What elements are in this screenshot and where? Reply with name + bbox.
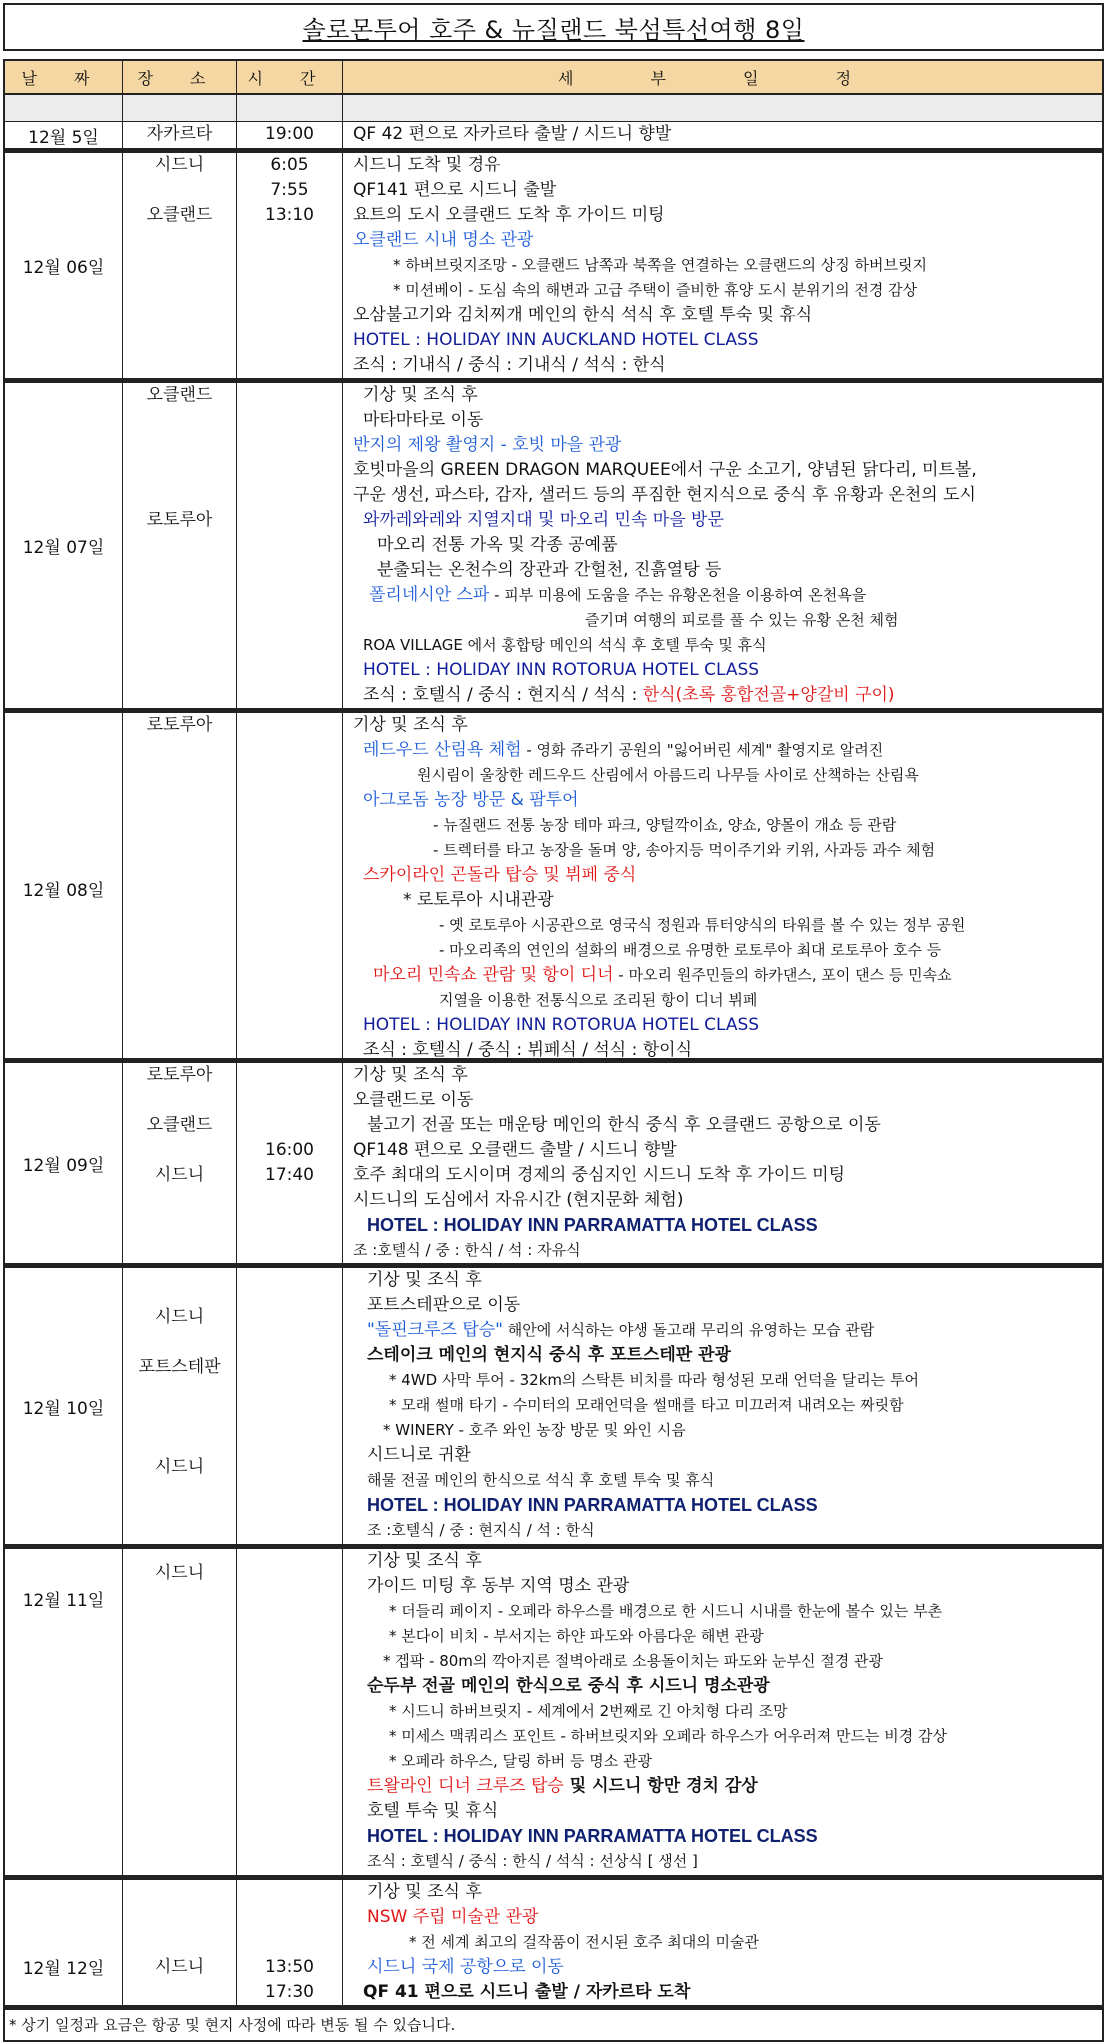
detail-bullet: * 미세스 맥쿼리스 포인트 - 하버브릿지와 오페라 하우스가 어우러져 만드는 비경 감상	[389, 1727, 948, 1745]
day-locations	[123, 153, 237, 378]
day-row-dec8	[3, 710, 1104, 1060]
day-row-dec12	[3, 1877, 1104, 2007]
detail-highlight: 폴리네시안 스파	[369, 585, 490, 605]
detail-line: ROA VILLAGE 에서 홍합탕 메인의 석식 후 호텔 투숙 및 휴식	[363, 636, 767, 654]
day-locations	[123, 122, 237, 148]
day-date: 12월 10일	[5, 1268, 123, 1544]
detail-line: 시드니 도착 및 경유	[353, 155, 501, 175]
detail-line: - 피부 미용에 도움을 주는 유황온천을 이용하여 온천욕을	[489, 586, 867, 604]
detail-line: 기상 및 조식 후	[353, 715, 468, 735]
location: 로토루아	[146, 1065, 213, 1085]
location: 시드니	[154, 1307, 205, 1327]
time: 19:00	[265, 124, 314, 144]
detail-highlight: 반지의 제왕 촬영지 - 호빗 마을 관광	[353, 435, 622, 455]
detail-line: 구운 생선, 파스타, 감자, 샐러드 등의 푸짐한 현지식으로 중식 후 유황과 온천의 도시	[353, 485, 976, 505]
day-details	[343, 1880, 1102, 2005]
day-details	[343, 1063, 1102, 1263]
detail-line: 시드니의 도심에서 자유시간 (현지문화 체험)	[353, 1190, 684, 1210]
detail-line: QF 42 편으로 자카르타 출발 / 시드니 향발	[353, 124, 672, 144]
hotel-line: HOTEL : HOLIDAY INN AUCKLAND HOTEL CLASS	[353, 330, 759, 350]
day-details	[343, 383, 1102, 708]
time: 13:10	[265, 205, 314, 225]
time: 13:50	[265, 1957, 314, 1977]
detail-line: 마타마타로 이동	[363, 410, 484, 430]
day-row-dec5	[3, 121, 1104, 150]
detail-line: 가이드 미팅 후 동부 지역 명소 관광	[367, 1576, 630, 1596]
detail-highlight: NSW 주립 미술관 관광	[367, 1907, 539, 1927]
detail-line: 기상 및 조식 후	[367, 1882, 482, 1902]
detail-line: QF141 편으로 시드니 출발	[353, 180, 557, 200]
day-locations	[123, 1880, 237, 2005]
location	[123, 178, 236, 203]
hotel-line: HOTEL : HOLIDAY INN PARRAMATTA HOTEL CLASS	[367, 1215, 818, 1235]
day-details	[343, 122, 1102, 148]
header-time: 시 간	[237, 61, 343, 93]
detail-bullet: - 트렉터를 타고 농장을 돌며 양, 송아지등 먹이주기와 키위, 사과등 과수 체험	[433, 841, 936, 859]
day-date: 12월 07일	[5, 383, 123, 708]
meal-line: 조식 : 호텔식 / 중식 : 한식 / 석식 : 선상식 [ 생선 ]	[367, 1852, 698, 1870]
location: 오클랜드	[146, 385, 213, 405]
location: 시드니	[154, 155, 205, 175]
detail-line: 즐기며 여행의 피로를 풀 수 있는 유황 온천 체험	[585, 611, 899, 629]
table-header	[3, 59, 1104, 95]
detail-line: 마오리 전통 가옥 및 각종 공예품	[377, 535, 618, 555]
day-times	[237, 1268, 343, 1544]
hotel-line: HOTEL : HOLIDAY INN ROTORUA HOTEL CLASS	[363, 660, 760, 680]
detail-line: 해안에 서식하는 야생 돌고래 무리의 유영하는 모습 관람	[503, 1321, 875, 1339]
detail-bullet: * 하버브릿지조망 - 오클랜드 남쪽과 북쪽을 연결하는 오클랜드의 상징 하버브릿지	[393, 256, 927, 274]
detail-highlight: 아그로돔 농장 방문 & 팜투어	[363, 790, 579, 810]
hotel-line: HOTEL : HOLIDAY INN PARRAMATTA HOTEL CLASS	[367, 1495, 818, 1515]
meal-line: 조식 : 기내식 / 중식 : 기내식 / 석식 : 한식	[353, 355, 666, 375]
detail-bullet: * 시드니 하버브릿지 - 세계에서 2번째로 긴 아치형 다리 조망	[389, 1702, 788, 1720]
detail-highlight: 트왈라인 디너 크루즈 탑승	[367, 1776, 564, 1796]
day-details	[343, 153, 1102, 378]
detail-line: 호빗마을의 GREEN DRAGON MARQUEE에서 구운 소고기, 양념된 닭다리, 미트볼,	[353, 460, 977, 480]
detail-line: 시드니로 귀환	[367, 1445, 471, 1465]
day-row-dec7	[3, 380, 1104, 710]
location: 자카르타	[146, 124, 213, 144]
day-date	[5, 1880, 123, 2005]
detail-line: 해물 전골 메인의 한식으로 석식 후 호텔 투숙 및 휴식	[367, 1471, 715, 1489]
day-locations	[123, 713, 237, 1063]
detail-highlight: 마오리 민속쇼 관람 및 항이 디너	[373, 965, 614, 985]
detail-bullet: * 4WD 사막 투어 - 32km의 스탁튼 비치를 따라 형성된 모래 언덕을 달리는 투어	[389, 1371, 919, 1389]
detail-bullet: - 옛 로토루아 시공관으로 영국식 정원과 튜터양식의 타워를 볼 수 있는 정부 공원	[439, 916, 966, 934]
day-times	[237, 1063, 343, 1263]
footer-note: * 상기 일정과 요금은 항공 및 현지 사정에 따라 변동 될 수 있습니다.	[3, 2007, 1104, 2042]
meal-line: 조식 : 호텔식 / 중식 : 뷔페식 / 석식 : 항이식	[363, 1040, 693, 1060]
detail-line: 원시림이 울창한 레드우드 산림에서 아름드리 나무들 사이로 산책하는 산림욕	[417, 766, 919, 784]
detail-bullet: * WINERY - 호주 와인 농장 방문 및 와인 시음	[383, 1421, 686, 1439]
header-spacer-row	[3, 95, 1104, 121]
detail-highlight: 레드우드 산림욕 체험	[363, 740, 522, 760]
location: 시드니	[154, 1165, 205, 1185]
detail-line: 기상 및 조식 후	[367, 1551, 482, 1571]
meal-line: 조식 : 호텔식 / 중식 : 현지식 / 석식 :	[363, 685, 643, 705]
detail-line: 기상 및 조식 후	[367, 1270, 482, 1290]
detail-bullet: * 겝팍 - 80m의 깍아지른 절벽아래로 소용돌이치는 파도와 눈부신 절경 관광	[383, 1652, 884, 1670]
detail-bullet: * 본다이 비치 - 부서지는 하얀 파도와 아름다운 해변 관광	[389, 1627, 764, 1645]
detail-line: 오삼불고기와 김치찌개 메인의 한식 석식 후 호텔 투숙 및 휴식	[353, 305, 813, 325]
header-date: 날 짜	[5, 61, 123, 93]
day-date	[5, 1549, 123, 1875]
day-row-dec6	[3, 150, 1104, 380]
day-row-dec11	[3, 1546, 1104, 1877]
detail-line: - 마오리 원주민들의 하카댄스, 포이 댄스 등 민속쇼	[613, 966, 952, 984]
detail-line: 불고기 전골 또는 매운탕 메인의 한식 중식 후 오클랜드 공항으로 이동	[367, 1115, 881, 1135]
detail-line: QF148 편으로 오클랜드 출발 / 시드니 향발	[353, 1140, 677, 1160]
detail-line: 기상 및 조식 후	[353, 1065, 468, 1085]
detail-line: 호주 최대의 도시이며 경제의 중심지인 시드니 도착 후 가이드 미팅	[353, 1165, 846, 1185]
day-locations	[123, 1549, 237, 1875]
detail-line: 오클랜드로 이동	[353, 1090, 474, 1110]
location: 로토루아	[146, 510, 213, 530]
detail-highlight: 시드니 국제 공항으로 이동	[367, 1957, 564, 1977]
detail-line: 지열을 이용한 전통식으로 조리된 항이 디너 뷔페	[439, 991, 758, 1009]
detail-line: 호텔 투숙 및 휴식	[367, 1801, 499, 1821]
location: 시드니	[154, 1957, 205, 1977]
day-locations	[123, 383, 237, 708]
day-date-text: 12월 12일	[22, 1959, 105, 1979]
day-times	[237, 713, 343, 1063]
detail-line: 포트스테판으로 이동	[367, 1295, 521, 1315]
time: 6:05	[270, 155, 309, 175]
meal-line: 조 :호텔식 / 중 : 한식 / 석 : 자유식	[353, 1241, 581, 1259]
detail-bullet: * 오페라 하우스, 달링 하버 등 명소 관광	[389, 1752, 652, 1770]
detail-line: 순두부 전골 메인의 한식으로 중식 후 시드니 명소관광	[367, 1676, 770, 1696]
day-times	[237, 383, 343, 708]
day-times	[237, 1880, 343, 2005]
detail-highlight: "돌핀크루즈 탑승"	[367, 1320, 503, 1340]
detail-highlight: 스카이라인 곤돌라 탑승 및 뷔페 중식	[363, 865, 637, 885]
day-times	[237, 153, 343, 378]
location: 시드니	[154, 1457, 205, 1477]
detail-line: - 영화 쥬라기 공원의 "잃어버린 세계" 촬영지로 알려진	[521, 741, 884, 759]
detail-bullet: * 더들리 페이지 - 오페라 하우스를 배경으로 한 시드니 시내를 한눈에 볼수 있는 부촌	[389, 1602, 943, 1620]
header-details: 세 부 일 정	[557, 68, 888, 88]
day-date: 12월 5일	[5, 122, 123, 148]
day-date-text: 12월 11일	[22, 1591, 105, 1611]
detail-line: 기상 및 조식 후	[363, 385, 478, 405]
location: 오클랜드	[146, 1115, 213, 1135]
detail-line: 분출되는 온천수의 장관과 간헐천, 진흙열탕 등	[377, 560, 722, 580]
day-locations	[123, 1268, 237, 1544]
detail-bullet: * 전 세계 최고의 걸작품이 전시된 호주 최대의 미술관	[409, 1933, 759, 1951]
header-place: 장 소	[123, 61, 237, 93]
detail-line: 및 시드니 항만 경치 감상	[563, 1776, 758, 1796]
detail-bullet: - 뉴질랜드 전통 농장 테마 파크, 양털깍이쇼, 양쇼, 양몰이 개쇼 등 관람	[433, 816, 897, 834]
hotel-line: HOTEL : HOLIDAY INN ROTORUA HOTEL CLASS	[363, 1015, 760, 1035]
day-times	[237, 1549, 343, 1875]
day-details	[343, 1268, 1102, 1544]
meal-line: 조 :호텔식 / 중 : 현지식 / 석 : 한식	[367, 1521, 595, 1539]
time: 17:30	[265, 1982, 314, 2002]
itinerary-page	[3, 3, 1104, 2042]
day-details	[343, 1549, 1102, 1875]
day-locations	[123, 1063, 237, 1263]
hotel-line: HOTEL : HOLIDAY INN PARRAMATTA HOTEL CLASS	[367, 1826, 818, 1846]
location: 로토루아	[146, 715, 213, 735]
day-row-dec10	[3, 1265, 1104, 1546]
page-title: 솔로몬투어 호주 & 뉴질랜드 북섬특선여행 8일	[302, 15, 805, 44]
day-row-dec9	[3, 1060, 1104, 1265]
day-date: 12월 08일	[5, 713, 123, 1063]
detail-line: * 로토루아 시내관광	[403, 890, 554, 910]
detail-bullet: * 미션베이 - 도심 속의 해변과 고급 주택이 즐비한 휴양 도시 분위기의 전경 감상	[393, 281, 918, 299]
detail-highlight: 와까레와레와 지열지대 및 마오리 민속 마을 방문	[363, 510, 724, 530]
day-date: 12월 06일	[5, 153, 123, 378]
location: 포트스테판	[138, 1357, 221, 1377]
day-details	[343, 713, 1102, 1063]
meal-highlight: 한식(초록 홍합전골+양갈비 구이)	[642, 685, 895, 705]
detail-line: 요트의 도시 오클랜드 도착 후 가이드 미팅	[353, 205, 665, 225]
day-times	[237, 122, 343, 148]
time: 16:00	[265, 1140, 314, 1160]
detail-line: QF 41 편으로 시드니 출발 / 자카르타 도착	[363, 1982, 691, 2002]
day-date: 12월 09일	[5, 1063, 123, 1263]
location: 시드니	[154, 1563, 205, 1583]
detail-bullet: - 마오리족의 연인의 설화의 배경으로 유명한 로토루아 최대 로토루아 호수 등	[439, 941, 942, 959]
time: 17:40	[265, 1165, 314, 1185]
time: 7:55	[270, 180, 309, 200]
detail-line: 스테이크 메인의 현지식 중식 후 포트스테판 관광	[367, 1345, 731, 1365]
detail-bullet: * 모래 썰매 타기 - 수미터의 모래언덕을 썰매를 타고 미끄러져 내려오는 짜릿함	[389, 1396, 904, 1414]
location: 오클랜드	[146, 205, 213, 225]
title-box	[3, 3, 1104, 51]
detail-highlight: 오클랜드 시내 명소 관광	[353, 230, 534, 250]
